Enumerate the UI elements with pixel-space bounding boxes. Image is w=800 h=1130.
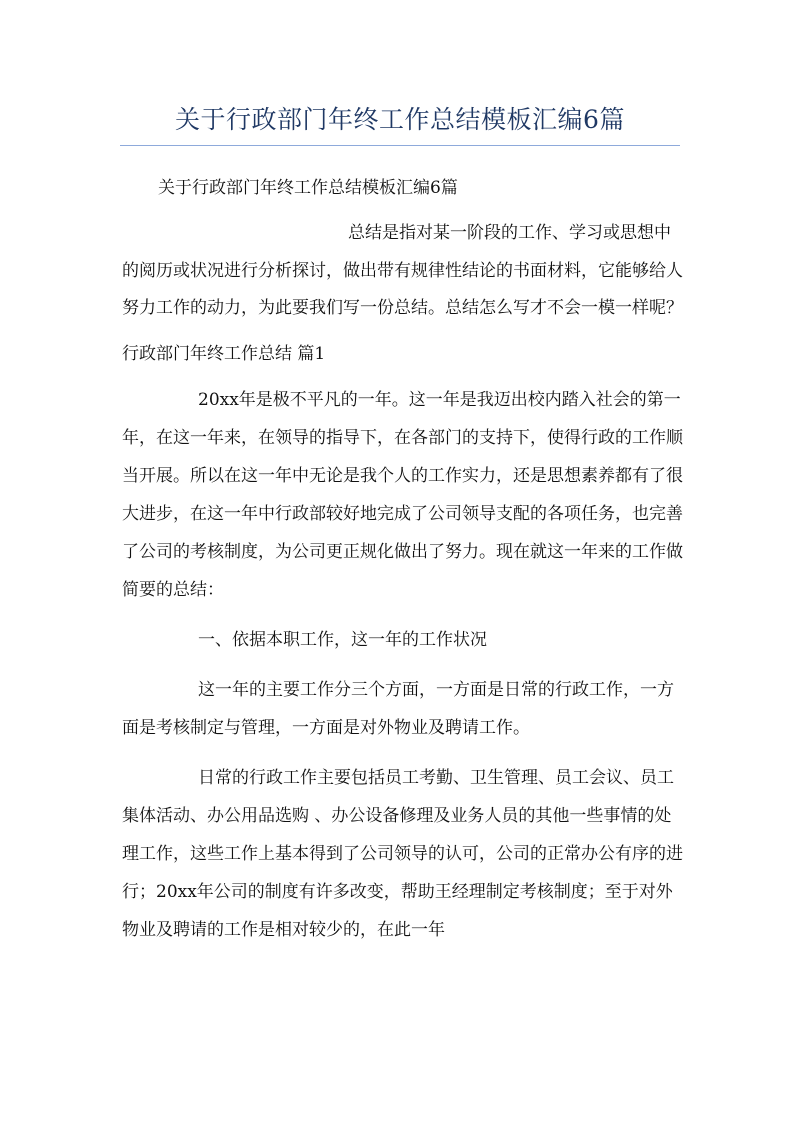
paragraph-2: 这一年的主要工作分三个方面，一方面是日常的行政工作，一方面是考核制定与管理，一方面是对外物业及聘请工作。 bbox=[122, 679, 674, 738]
intro-paragraph: 总结是指对某一阶段的工作、学习或思想中的阅历或状况进行分析探讨，做出带有规律性结论的书面材料，它能够给人努力工作的动力，为此要我们写一份总结。总结怎么写才不会一模一样呢？ bbox=[122, 223, 683, 318]
subheading-1: 一、依据本职工作，这一年的工作状况 bbox=[198, 629, 487, 650]
document-title: 关于行政部门年终工作总结模板汇编6篇 bbox=[175, 105, 625, 134]
document-body bbox=[122, 173, 684, 949]
title-divider bbox=[120, 145, 680, 146]
section-heading: 行政部门年终工作总结 篇1 bbox=[122, 343, 326, 364]
document-subtitle: 关于行政部门年终工作总结模板汇编6篇 bbox=[158, 178, 458, 198]
paragraph-1: 20xx年是极不平凡的一年。这一年是我迈出校内踏入社会的第一年，在这一年来，在领导的指导下，在各部门的支持下，使得行政的工作顺当开展。所以在这一年中无论是我个人的工作实力，还是思想素养都有了很大进步，在这一年中行政部较好地完成了公司领导支配的各项任务，也完善了公司的考核制度，为公司更正规化做出了努力。现在就这一年来的工作做简要的总结： bbox=[122, 389, 683, 600]
paragraph-3: 日常的行政工作主要包括员工考勤、卫生管理、员工会议、员工集体活动、办公用品选购 、办公设备修理及业务人员的其他一些事情的处理工作，这些工作上基本得到了公司领导的认可，公司的正常办公有序的进行；20xx年公司的制度有许多改变，帮助王经理制定考核制度；至于对外物业及聘请的工作是相对较少的，在此一年 bbox=[122, 767, 683, 940]
